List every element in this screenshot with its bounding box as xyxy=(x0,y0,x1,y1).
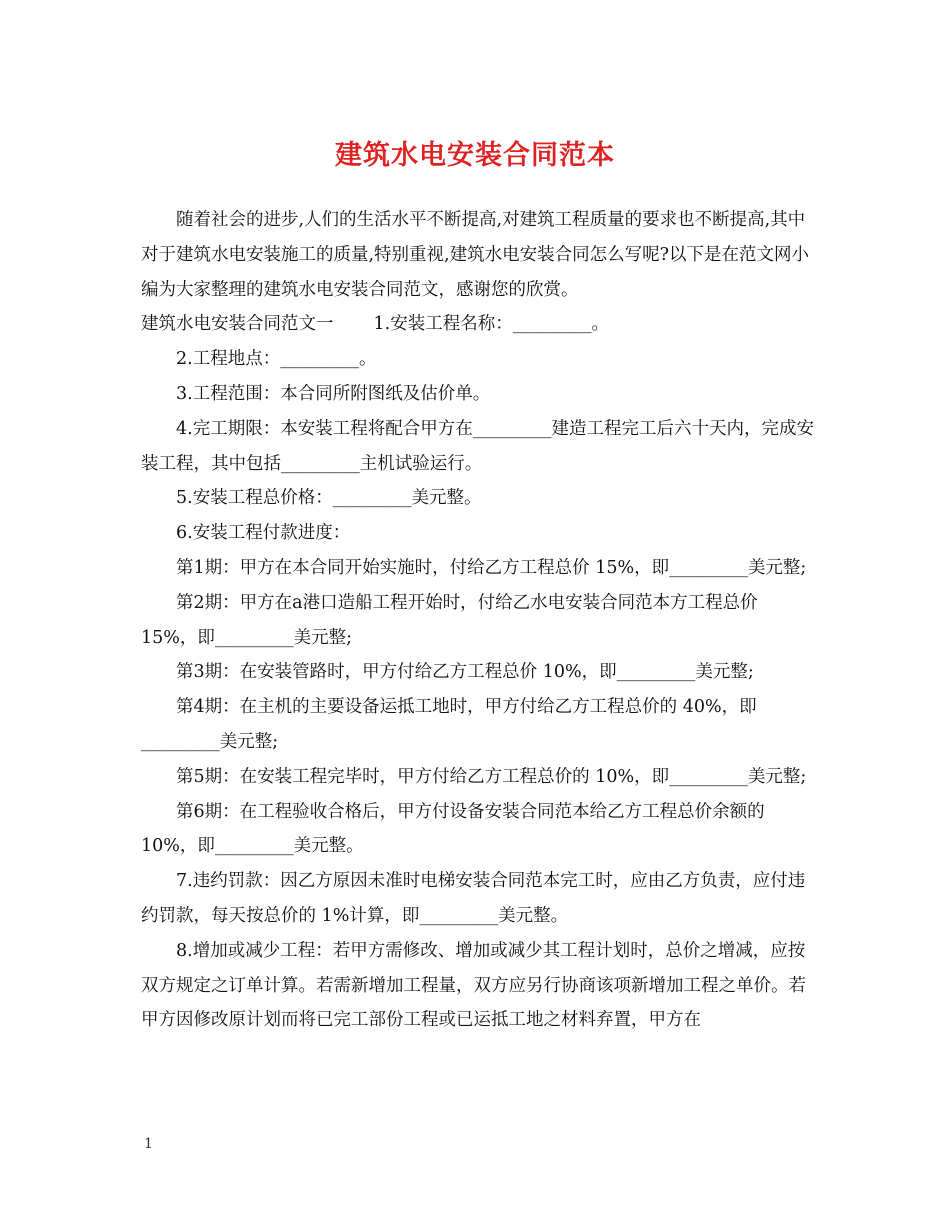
item-7: 7.违约罚款：因乙方原因未准时电梯安装合同范本完工时，应由乙方负责，应付违约罚款，每天按总价的 1%计算，即_________美元整。 xyxy=(141,871,806,926)
payment-phase-6: 第6期：在工程验收合格后，甲方付设备安装合同范本给乙方工程总价余额的 10%，即_________美元整。 xyxy=(141,801,765,857)
item-1: 1.安装工程名称：_________。 xyxy=(373,314,609,335)
intro-paragraph: 随着社会的进步,人们的生活水平不断提高,对建筑工程质量的要求也不断提高,其中对于建筑水电安装施工的质量,特别重视,建筑水电安装合同怎么写呢?以下是在范文网小编为大家整理的建筑水电安装合同范文，感谢您的欣赏。 xyxy=(141,210,810,300)
item-8: 8.增加或减少工程：若甲方需修改、增加或减少其工程计划时，总价之增减，应按双方规定之订单计算。若需新增加工程量，双方应另行协商该项新增加工程之单价。若甲方因修改原计划而将已完工部份工程或已运抵工地之材料弃置，甲方在 xyxy=(141,940,806,1031)
contract-body xyxy=(141,203,817,1038)
page-number: 1 xyxy=(144,1136,153,1152)
item-4: 4.完工期限：本安装工程将配合甲方在_________建造工程完工后六十天内，完成安装工程，其中包括_________主机试验运行。 xyxy=(141,418,814,474)
section-first-line xyxy=(141,307,817,342)
page-title: 建筑水电安装合同范本 xyxy=(335,140,615,171)
payment-phase-5: 第5期：在安装工程完毕时，甲方付给乙方工程总价的 10%，即_________美元整; xyxy=(176,766,807,787)
payment-phase-3: 第3期：在安装管路时，甲方付给乙方工程总价 10%，即_________美元整; xyxy=(176,662,754,683)
item-6: 6.安装工程付款进度： xyxy=(176,523,351,544)
payment-phase-2: 第2期：甲方在a港口造船工程开始时，付给乙水电安装合同范本方工程总价 15%，即_________美元整; xyxy=(141,592,758,648)
item-3: 3.工程范围：本合同所附图纸及估价单。 xyxy=(176,383,491,404)
payment-phase-1: 第1期：甲方在本合同开始实施时，付给乙方工程总价 15%，即_________美元整; xyxy=(176,557,807,578)
item-2: 2.工程地点：_________。 xyxy=(176,349,377,370)
item-5: 5.安装工程总价格：_________美元整。 xyxy=(176,488,482,509)
payment-phase-4: 第4期：在主机的主要设备运抵工地时，甲方付给乙方工程总价的 40%，即_________美元整; xyxy=(141,697,757,752)
section-heading: 建筑水电安装合同范文一 xyxy=(141,314,334,335)
